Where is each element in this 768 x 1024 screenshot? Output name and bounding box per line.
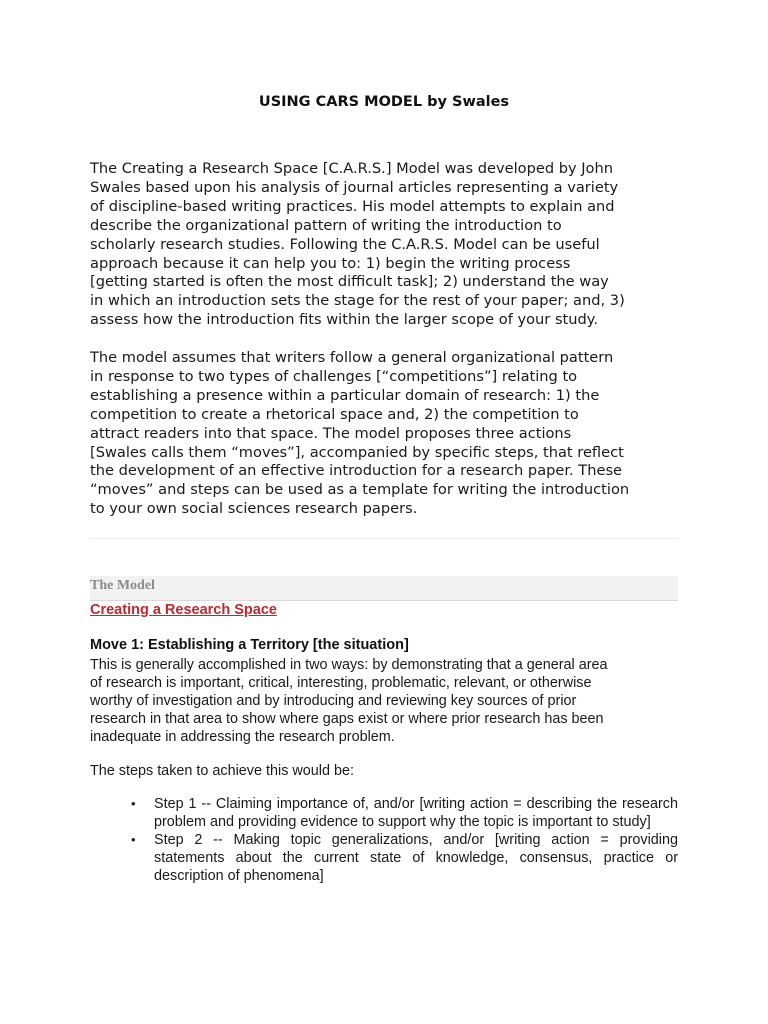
step-text: Step 1 -- Claiming importance of, and/or [writing action = describing the research problem and providing evidence to support why the topic is important to study] bbox=[154, 796, 678, 830]
creating-research-space-link[interactable]: Creating a Research Space bbox=[90, 602, 277, 618]
steps-intro: The steps taken to achieve this would be: bbox=[90, 763, 354, 779]
paragraph-line: “moves” and steps can be used as a template for writing the introduction bbox=[90, 481, 630, 499]
description-line: research in that area to show where gaps exist or where prior research has been bbox=[90, 711, 604, 727]
list-item bbox=[90, 831, 678, 885]
paragraph-line: Swales based upon his analysis of journal articles representing a variety bbox=[90, 178, 619, 196]
paragraph-line: The model assumes that writers follow a general organizational pattern bbox=[90, 349, 614, 366]
paragraph-line: establishing a presence within a particular domain of research: 1) the bbox=[90, 386, 600, 404]
move-1-heading: Move 1: Establishing a Territory [the situation] bbox=[90, 637, 409, 653]
paragraph-line: attract readers into that space. The model proposes three actions bbox=[90, 424, 572, 442]
paragraph-line: of discipline-based writing practices. His model attempts to explain and bbox=[90, 197, 615, 215]
section-divider bbox=[90, 538, 678, 539]
paragraph-line: to your own social sciences research papers. bbox=[90, 500, 418, 518]
description-line: of research is important, critical, interesting, problematic, relevant, or otherwise bbox=[90, 675, 592, 691]
paragraph-line: scholarly research studies. Following the C.A.R.S. Model can be useful bbox=[90, 235, 600, 253]
paragraph-line: assess how the introduction fits within the larger scope of your study. bbox=[90, 311, 598, 329]
model-paragraph bbox=[90, 349, 690, 519]
paragraph-line: in which an introduction sets the stage for the rest of your paper; and, 3) bbox=[90, 292, 625, 310]
intro-paragraph bbox=[90, 160, 690, 330]
paragraph-line: the development of an effective introduction for a research paper. These bbox=[90, 462, 623, 480]
bullet-icon: • bbox=[131, 832, 136, 847]
paragraph-line: competition to create a rhetorical space and, 2) the competition to bbox=[90, 405, 579, 423]
paragraph-line: in response to two types of challenges [“competitions”] relating to bbox=[90, 367, 578, 385]
list-item bbox=[90, 795, 678, 831]
paragraph-line: [Swales calls them “moves”], accompanied by specific steps, that reflect bbox=[90, 443, 624, 461]
paragraph-line: The Creating a Research Space [C.A.R.S.] Model was developed by John bbox=[90, 160, 613, 177]
section-header-label: The Model bbox=[90, 578, 155, 593]
description-line: worthy of investigation and by introducing and reviewing key sources of prior bbox=[90, 693, 577, 709]
paragraph-line: [getting started is often the most difficult task]; 2) understand the way bbox=[90, 273, 609, 291]
paragraph-line: approach because it can help you to: 1) begin the writing process bbox=[90, 254, 571, 272]
section-header-bar bbox=[90, 576, 678, 601]
move-1-description bbox=[90, 656, 690, 746]
description-line: This is generally accomplished in two ways: by demonstrating that a general area bbox=[90, 657, 608, 673]
description-line: inadequate in addressing the research problem. bbox=[90, 729, 395, 745]
paragraph-line: describe the organizational pattern of writing the introduction to bbox=[90, 216, 562, 234]
document-title: USING CARS MODEL by Swales bbox=[258, 94, 510, 110]
steps-list bbox=[90, 795, 678, 885]
bullet-icon: • bbox=[131, 796, 136, 811]
step-text: Step 2 -- Making topic generalizations, and/or [writing action = providing statements about the current state of knowledge, consensus, practice or description of phenomena] bbox=[154, 832, 678, 884]
